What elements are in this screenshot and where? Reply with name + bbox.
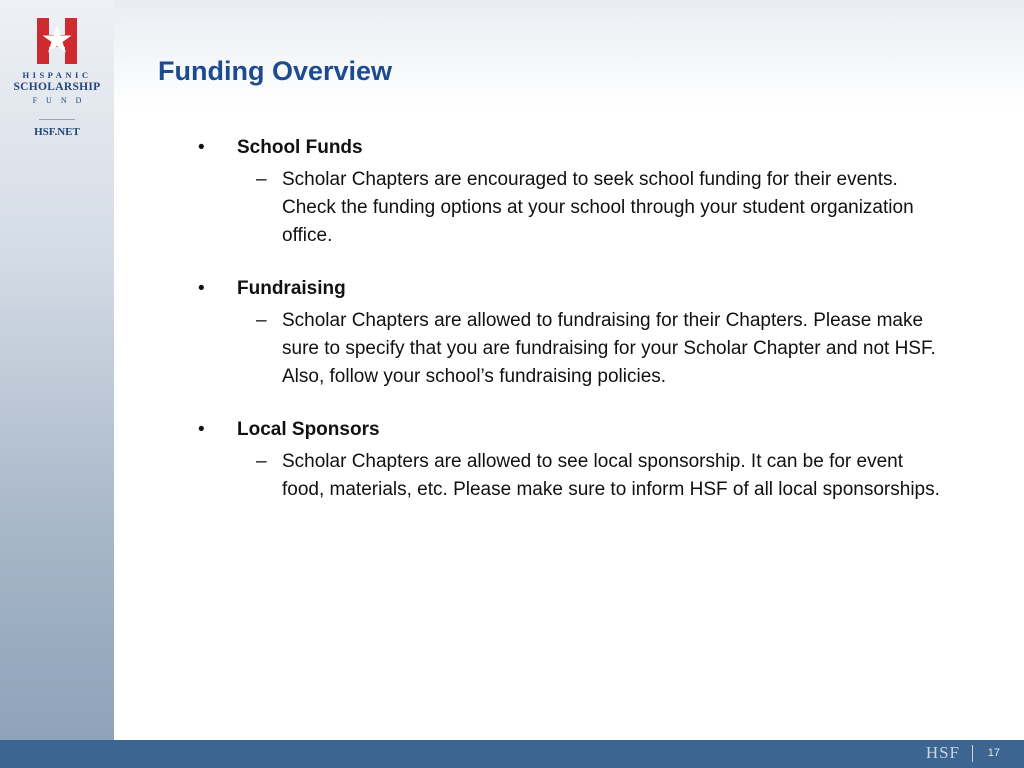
slide-content <box>196 137 966 532</box>
logo-scholarship: SCHOLARSHIP <box>13 81 101 93</box>
logo-hispanic: HISPANIC <box>22 70 92 80</box>
bullet-item <box>196 137 966 159</box>
hsf-h-star-icon <box>35 18 79 64</box>
bullet-icon: • <box>198 278 205 299</box>
bullet-icon: • <box>198 419 205 440</box>
bullet-label: Fundraising <box>237 278 346 299</box>
bullet-icon: • <box>198 137 205 158</box>
section-school-funds <box>196 137 966 250</box>
bullet-label: Local Sponsors <box>237 419 380 440</box>
sub-bullet-text: Scholar Chapters are encouraged to seek school funding for their events. Check the funding options at your school through your student organization office. <box>282 169 914 246</box>
sub-bullet-item <box>256 166 966 250</box>
section-fundraising <box>196 278 966 391</box>
bullet-item <box>196 278 966 300</box>
sub-bullet-text: Scholar Chapters are allowed to see local sponsorship. It can be for event food, materials, etc. Please make sure to inform HSF of all local sponsorships. <box>282 451 940 500</box>
footer-brand: HSF <box>925 743 960 762</box>
logo-url: HSF.NET <box>34 126 80 138</box>
dash-icon: – <box>256 169 267 190</box>
header-band <box>114 0 1024 110</box>
dash-icon: – <box>256 310 267 331</box>
sub-bullet-text: Scholar Chapters are allowed to fundraising for their Chapters. Please make sure to specify that you are fundraising for your Scholar Chapter and not HSF. Also, follow your school’s fundraising policies. <box>282 310 936 387</box>
sub-bullet-item <box>256 448 966 504</box>
logo-divider <box>39 119 75 120</box>
slide-title: Funding Overview <box>158 56 393 86</box>
footer-bar <box>0 740 1024 768</box>
sub-bullet-item <box>256 307 966 391</box>
bullet-item <box>196 419 966 441</box>
hsf-logo <box>0 18 114 138</box>
bullet-label: School Funds <box>237 137 363 158</box>
dash-icon: – <box>256 451 267 472</box>
footer-divider <box>972 745 973 762</box>
logo-fund: FUND <box>32 96 91 105</box>
section-local-sponsors <box>196 419 966 504</box>
page-number: 17 <box>987 747 1000 759</box>
